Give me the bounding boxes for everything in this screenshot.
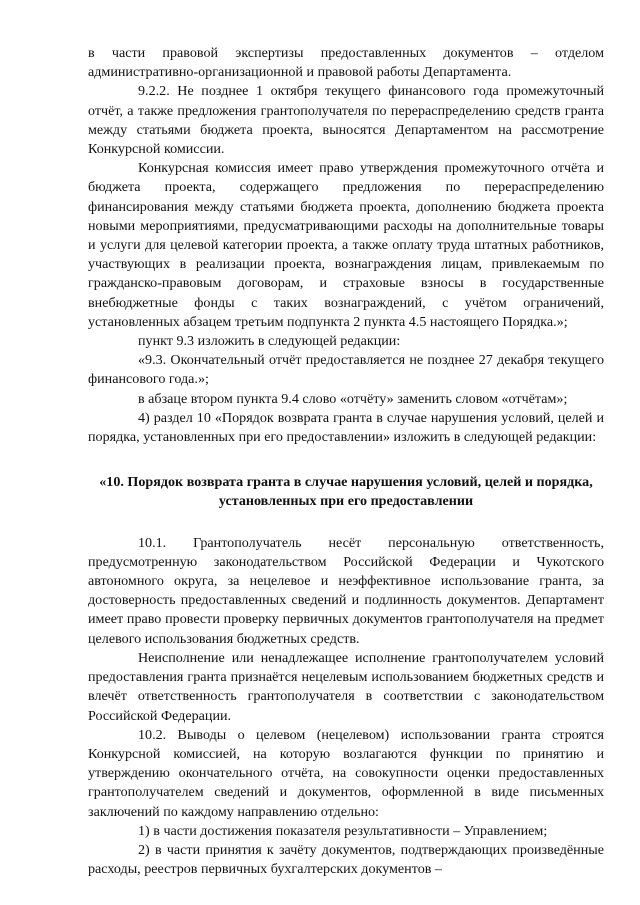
paragraph-10-2: 10.2. Выводы о целевом (нецелевом) использовании гранта строятся Конкурсной комиссией, на которую возлагаются функции по принятию и утверждению окончательного отчёта, на совокупности оценки предоставленных грантополучателем сведений и документов, оформленной в виде письменных заключений по каждому направлению отдельно: bbox=[88, 726, 604, 820]
paragraph-9-2-2: 9.2.2. Не позднее 1 октября текущего финансового года промежуточный отчёт, а также предложения грантополучателя по перераспределению средств гранта между статьями бюджета проекта, выносятся Департаментом на рассмотрение Конкурсной комиссии. bbox=[88, 83, 604, 158]
list-item-1: 1) в части достижения показателя результативности – Управлением; bbox=[138, 822, 548, 839]
document-page bbox=[88, 44, 604, 879]
list-item-2: 2) в части принятия к зачёту документов, подтверждающих произведённые расходы, реестров первичных бухгалтерских документов – bbox=[88, 841, 604, 878]
paragraph-legal-review: в части правовой экспертизы предоставленных документов – отделом административно-организационной и правовой работы Департамента. bbox=[88, 45, 604, 81]
paragraph-item-9-3-intro: пункт 9.3 изложить в следующей редакции: bbox=[138, 333, 401, 350]
paragraph-10-1: 10.1. Грантополучатель несёт персональную ответственность, предусмотренную законодательством Российской Федерации и Чукотского автономного округа, за нецелевое и неэффективное использование гранта, за достоверность предоставленных сведений и подлинность документов. Департамент имеет право провести проверку первичных документов грантополучателя на предмет целевого использования бюджетных средств. bbox=[88, 534, 604, 647]
section-10-heading: «10. Порядок возврата гранта в случае нарушения условий, целей и порядка, установленных при его предоставлении bbox=[99, 474, 593, 510]
paragraph-non-fulfillment: Неисполнение или ненадлежащее исполнение грантополучателем условий предоставления гранта признаётся нецелевым использованием бюджетных средств и влечёт ответственность грантополучателя в соответствии с законодательством Российской Федерации. bbox=[88, 649, 604, 724]
paragraph-commission-rights: Конкурсная комиссия имеет право утверждения промежуточного отчёта и бюджета проекта, содержащего предложения по перераспределению финансирования между статьями бюджета проекта, дополнению бюджета проекта новыми мероприятиями, предусматривающими расходы на дополнительные товары и услуги для целевой категории проекта, а также оплату труда штатных работников, участвующих в реализации проекта, вознаграждения лицам, привлекаемым по гражданско-правовым договорам, и страховые взносы в государственные внебюджетные фонды с таких вознаграждений, с учётом ограничений, установленных абзацем третьим подпункта 2 пункта 4.5 настоящего Порядка.»; bbox=[88, 160, 604, 330]
paragraph-section-10-intro: 4) раздел 10 «Порядок возврата гранта в случае нарушения условий, целей и порядка, установленных при его предоставлении» изложить в следующей редакции: bbox=[88, 409, 604, 446]
paragraph-item-9-4: в абзаце втором пункта 9.4 слово «отчёту» заменить словом «отчётам»; bbox=[138, 390, 568, 407]
paragraph-item-9-3-text: «9.3. Окончательный отчёт предоставляется не позднее 27 декабря текущего финансового года.»; bbox=[88, 352, 604, 388]
